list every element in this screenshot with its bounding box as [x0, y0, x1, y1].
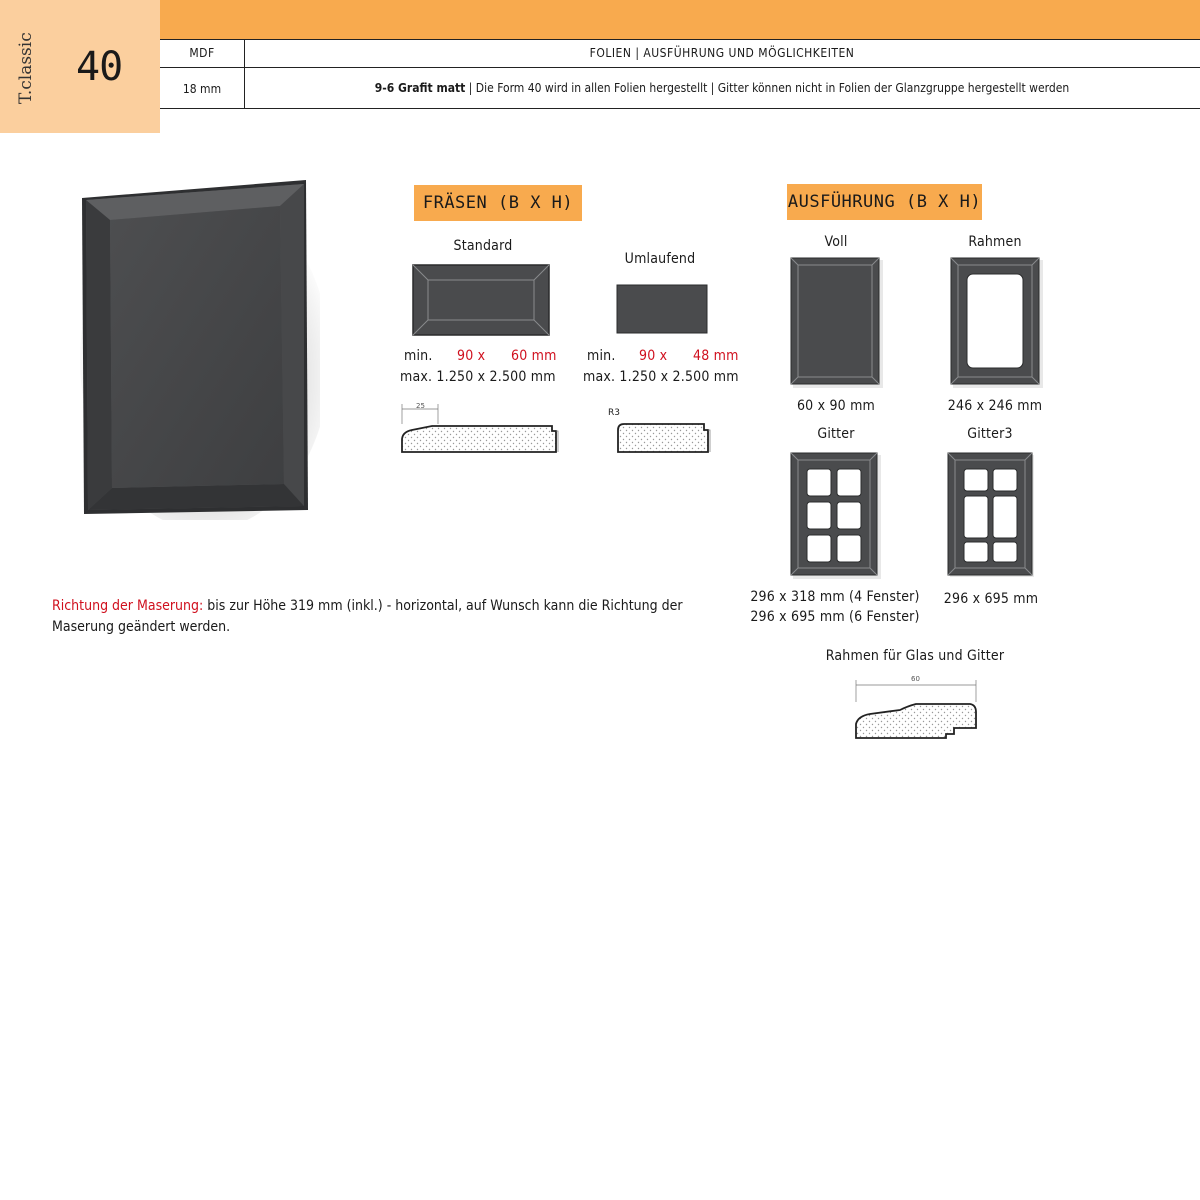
voll-label: Voll	[824, 234, 848, 250]
table-cell-thickness: 18 mm	[182, 82, 222, 96]
standard-profile-drawing	[398, 400, 562, 458]
brand-name: T.classic	[16, 32, 36, 104]
umlaufend-max: max. 1.250 x 2.500 mm	[583, 369, 739, 385]
gitter-size-4: 296 x 318 mm (4 Fenster)	[750, 589, 920, 605]
gitter3-label: Gitter3	[967, 426, 1013, 442]
umlaufend-min-height: 48 mm	[693, 348, 739, 364]
gitter-size-6: 296 x 695 mm (6 Fenster)	[750, 609, 920, 625]
gitter-drawing	[790, 452, 882, 580]
gitter3-size: 296 x 695 mm	[943, 591, 1039, 607]
voll-size: 60 x 90 mm	[796, 398, 876, 414]
umlaufend-milling-drawing	[616, 284, 708, 334]
standard-min-height: 60 mm	[511, 348, 557, 364]
gitter-label: Gitter	[817, 426, 855, 442]
model-number: 40	[76, 44, 123, 90]
rahmen-profile-label: Rahmen für Glas und Gitter	[825, 648, 1005, 664]
grain-note-highlight: Richtung der Maserung:	[52, 598, 204, 614]
umlaufend-label: Umlaufend	[624, 251, 696, 267]
standard-milling-drawing	[412, 264, 550, 336]
rahmen-profile-dim: 60	[911, 675, 920, 683]
ausfuehrung-title: AUSFÜHRUNG (B X H)	[787, 184, 982, 220]
header-bar	[0, 0, 1200, 39]
standard-min-prefix: min.	[404, 348, 433, 364]
rahmen-drawing	[950, 257, 1044, 389]
rahmen-profile-drawing	[850, 672, 982, 744]
spec-table	[160, 39, 1200, 109]
grain-note-text: bis zur Höhe 319 mm (inkl.) - horizontal, auf Wunsch kann die Richtung der Maserung geändert werden.	[52, 598, 683, 635]
table-divider	[160, 67, 1200, 68]
table-header-folien: FOLIEN | AUSFÜHRUNG UND MÖGLICHKEITEN	[589, 46, 855, 60]
umlaufend-min-prefix: min.	[587, 348, 616, 364]
standard-label: Standard	[453, 238, 513, 254]
standard-max: max. 1.250 x 2.500 mm	[400, 369, 556, 385]
voll-drawing	[790, 257, 884, 389]
foil-notes: | Die Form 40 wird in allen Folien hergestellt | Gitter können nicht in Folien der Glanzgruppe hergestellt werden	[465, 81, 1070, 95]
fraesen-title: FRÄSEN (B X H)	[414, 185, 582, 221]
model-panel	[0, 0, 160, 133]
door-image	[80, 180, 320, 520]
rahmen-size: 246 x 246 mm	[947, 398, 1043, 414]
umlaufend-profile-drawing	[604, 402, 716, 458]
standard-min-width: 90 x	[457, 348, 486, 364]
umlaufend-min-width: 90 x	[639, 348, 668, 364]
gitter3-drawing	[947, 452, 1035, 578]
grain-direction-note	[52, 596, 692, 638]
umlaufend-profile-dim: R3	[608, 408, 620, 418]
standard-profile-dim: 25	[416, 402, 425, 410]
foil-name: 9-6 Grafit matt	[374, 81, 466, 95]
table-cell-description	[244, 81, 1200, 95]
brand-logo	[12, 30, 42, 104]
table-header-mdf: MDF	[189, 46, 215, 60]
rahmen-label: Rahmen	[968, 234, 1022, 250]
